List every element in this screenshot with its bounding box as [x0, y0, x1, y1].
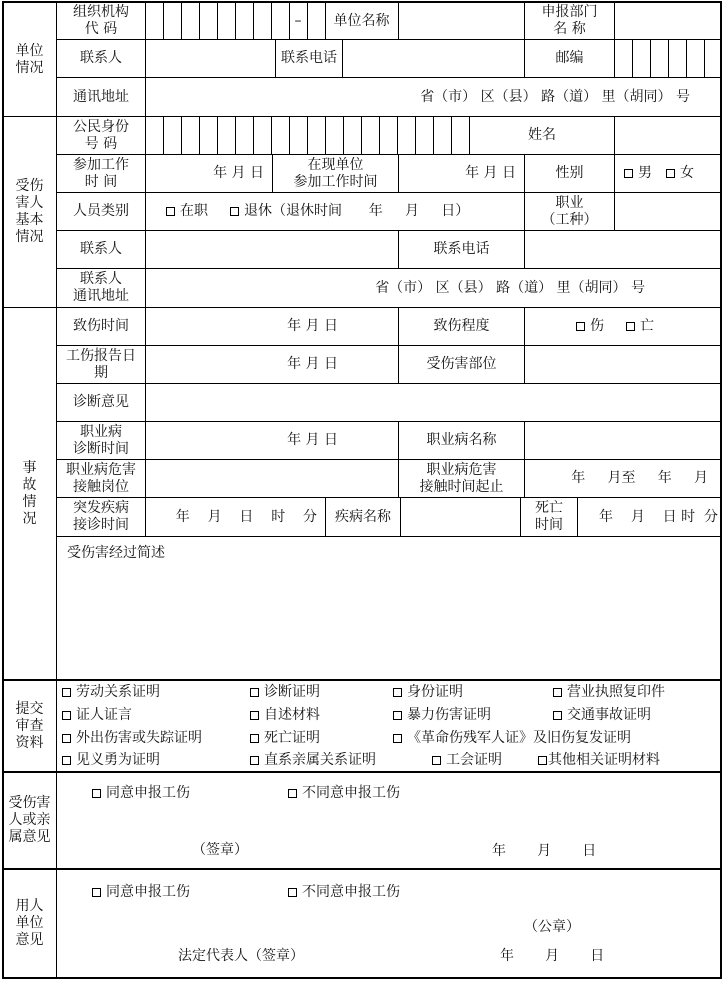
employer-agree-option[interactable]: 同意申报工伤 — [92, 883, 190, 901]
checkbox[interactable] — [62, 688, 71, 697]
work-start-date[interactable]: 年 月 日 — [213, 165, 264, 181]
report-date-label: 工伤报告日 期 — [66, 347, 136, 381]
checkbox[interactable] — [553, 711, 562, 720]
hazard-post-label: 职业病危害 接触岗位 — [66, 461, 136, 495]
dept-field[interactable] — [615, 3, 720, 39]
section-unit: 单位 情况 — [15, 42, 44, 76]
section-documents: 提交 审查 资料 — [15, 700, 44, 751]
checkbox[interactable] — [393, 711, 402, 720]
org-code-dash: – — [294, 12, 302, 29]
current-unit-date[interactable]: 年 月 日 — [465, 165, 516, 181]
section-employer-opinion: 用人 单位 意见 — [15, 898, 44, 948]
unit-phone-field[interactable] — [343, 40, 524, 77]
unit-contact-label: 联系人 — [80, 50, 122, 66]
checkbox[interactable] — [62, 734, 71, 743]
name-field[interactable] — [615, 117, 720, 154]
doc-death[interactable]: 死亡证明 — [250, 728, 320, 748]
injury-time-label: 致伤时间 — [73, 318, 129, 334]
checkbox[interactable] — [393, 688, 402, 697]
injured-contact-field[interactable] — [146, 231, 398, 268]
doc-business-license[interactable]: 营业执照复印件 — [553, 682, 665, 702]
victim-date[interactable]: 年 月 日 — [492, 842, 597, 859]
gender-male-checkbox[interactable] — [624, 169, 633, 178]
doc-identity[interactable]: 身份证明 — [393, 682, 463, 702]
checkbox[interactable] — [250, 756, 259, 765]
occupation-field[interactable] — [615, 193, 720, 230]
hazard-period-label: 职业病危害 接触时间起止 — [419, 461, 504, 495]
occupation-label: 职业 （工种） — [541, 194, 598, 228]
employer-seal[interactable]: （公章） — [524, 918, 580, 935]
occ-name-field[interactable] — [525, 422, 720, 459]
death-time-value[interactable]: 年 月 日 时 分 — [599, 508, 718, 525]
injury-degree-options — [576, 308, 654, 345]
occ-diag-time-label: 职业病 诊断时间 — [73, 423, 129, 457]
diagnosis-field[interactable] — [146, 384, 720, 421]
checkbox[interactable] — [250, 711, 259, 720]
checkbox[interactable] — [553, 688, 562, 697]
legal-rep-signature[interactable]: 法定代表人（签章） — [178, 947, 304, 964]
summary-label: 受伤害经过简述 — [67, 545, 165, 561]
injured-contact-address-field[interactable]: 省（市） 区（县） 路（道） 里（胡同） 号 — [375, 279, 645, 296]
disease-name-field[interactable] — [401, 498, 520, 536]
doc-missing[interactable]: 外出伤害或失踪证明 — [62, 728, 202, 748]
checkbox[interactable] — [288, 888, 297, 897]
doc-heroic-deed[interactable]: 见义勇为证明 — [62, 750, 160, 770]
degree-death-checkbox[interactable] — [626, 322, 635, 331]
injury-time-date[interactable]: 年 月 日 — [287, 318, 338, 334]
injury-degree-label: 致伤程度 — [433, 318, 490, 334]
border-bottom — [2, 977, 722, 979]
report-date[interactable]: 年 月 日 — [287, 356, 338, 372]
checkbox[interactable] — [432, 756, 441, 765]
dept-label: 申报部门 名 称 — [541, 4, 598, 37]
category-label: 人员类别 — [73, 203, 129, 219]
doc-other[interactable]: 其他相关证明材料 — [538, 750, 660, 770]
category-retired-checkbox[interactable] — [230, 207, 239, 216]
occ-diag-date[interactable]: 年 月 日 — [287, 432, 338, 448]
gender-female-checkbox[interactable] — [666, 169, 675, 178]
checkbox[interactable] — [250, 688, 259, 697]
unit-zip-label: 邮编 — [555, 50, 584, 66]
checkbox[interactable] — [250, 734, 259, 743]
doc-violence[interactable]: 暴力伤害证明 — [393, 705, 491, 725]
hazard-period-value[interactable]: 年 月至 年 月 — [571, 470, 708, 486]
victim-agree-option[interactable]: 同意申报工伤 — [92, 784, 190, 802]
current-unit-label: 在现单位 参加工作时间 — [293, 156, 378, 190]
injured-contact-phone-label: 联系电话 — [433, 241, 490, 257]
injured-contact-address-label: 联系人 通讯地址 — [73, 271, 129, 304]
section-injured: 受伤 害人 基本 情况 — [15, 178, 44, 245]
employer-disagree-option[interactable]: 不同意申报工伤 — [288, 883, 400, 901]
section-victim-opinion: 受伤害 人或亲 属意见 — [8, 795, 51, 845]
checkbox[interactable] — [538, 756, 547, 765]
unit-name-field[interactable] — [399, 3, 524, 39]
work-start-label: 参加工作 时 间 — [73, 156, 129, 190]
id-number-label: 公民身份 号 码 — [73, 118, 129, 152]
victim-disagree-option[interactable]: 不同意申报工伤 — [288, 784, 400, 802]
border-right — [720, 1, 722, 979]
injured-part-label: 受伤害部位 — [426, 356, 497, 372]
sudden-illness-time[interactable]: 年 月 日 时 分 — [175, 508, 317, 525]
category-retired-label: 退休（退休时间 年 月 日） — [244, 203, 470, 219]
diagnosis-label: 诊断意见 — [73, 394, 129, 410]
doc-self-statement[interactable]: 自述材料 — [250, 705, 320, 725]
hazard-post-field[interactable] — [146, 460, 398, 497]
checkbox[interactable] — [62, 756, 71, 765]
doc-diagnosis[interactable]: 诊断证明 — [250, 682, 320, 702]
category-on-job-checkbox[interactable] — [166, 207, 175, 216]
degree-death-label: 亡 — [640, 318, 654, 334]
unit-name-label: 单位名称 — [333, 12, 390, 29]
doc-witness[interactable]: 证人证言 — [62, 705, 132, 725]
org-code-label: 组织机构 代 码 — [73, 4, 129, 37]
unit-contact-field[interactable] — [146, 40, 275, 77]
gender-female-label: 女 — [680, 165, 694, 181]
unit-address-label: 通讯地址 — [73, 88, 129, 105]
gender-male-label: 男 — [638, 165, 652, 181]
occ-name-label: 职业病名称 — [426, 432, 497, 448]
doc-veteran[interactable]: 《革命伤残军人证》及旧伤复发证明 — [393, 728, 631, 748]
checkbox[interactable] — [92, 888, 101, 897]
unit-address-field[interactable]: 省（市） 区（县） 路（道） 里（胡同） 号 — [420, 88, 690, 105]
death-time-label: 死亡 时间 — [535, 500, 563, 533]
sudden-illness-label: 突发疾病 接诊时间 — [73, 500, 129, 533]
checkbox[interactable] — [62, 711, 71, 720]
unit-phone-label: 联系电话 — [281, 50, 337, 66]
degree-injury-label: 伤 — [590, 318, 604, 334]
victim-signature[interactable]: （签章） — [192, 841, 248, 858]
category-on-job-label: 在职 — [180, 203, 208, 219]
injured-contact-phone-field[interactable] — [525, 231, 720, 268]
doc-kinship[interactable]: 直系亲属关系证明 — [250, 750, 376, 770]
disease-name-label: 疾病名称 — [335, 508, 391, 525]
doc-union[interactable]: 工会证明 — [432, 750, 502, 770]
checkbox[interactable] — [92, 789, 101, 798]
checkbox[interactable] — [288, 789, 297, 798]
name-label: 姓名 — [528, 127, 556, 143]
injured-contact-label: 联系人 — [80, 241, 122, 257]
degree-injury-checkbox[interactable] — [576, 322, 585, 331]
injured-part-field[interactable] — [525, 346, 720, 383]
doc-traffic-accident[interactable]: 交通事故证明 — [553, 705, 651, 725]
gender-label: 性别 — [555, 165, 584, 181]
summary-field[interactable] — [57, 567, 720, 679]
section-accident: 事 故 情 况 — [22, 459, 37, 527]
checkbox[interactable] — [393, 734, 402, 743]
employer-date[interactable]: 年 月 日 — [500, 947, 605, 964]
gender-options — [624, 155, 694, 192]
category-options — [166, 193, 469, 230]
doc-labor-relation[interactable]: 劳动关系证明 — [62, 682, 160, 702]
